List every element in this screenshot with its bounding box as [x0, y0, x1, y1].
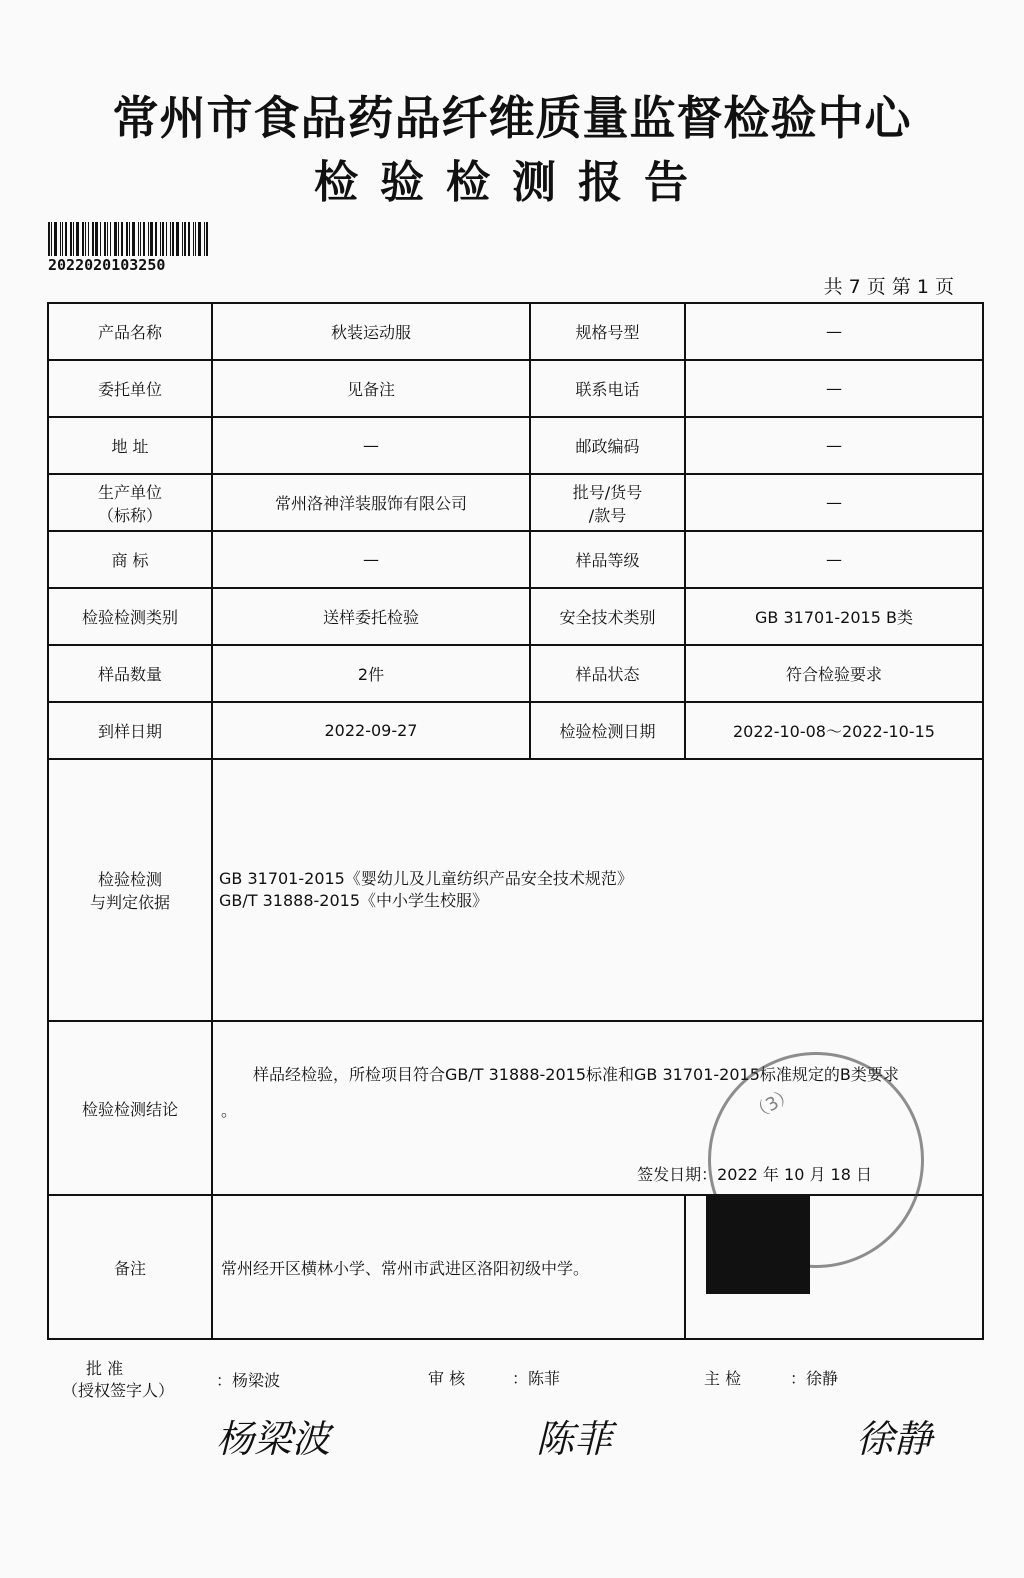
info-row: [48, 360, 983, 417]
approver-label-sub: （授权签字人）: [62, 1381, 175, 1400]
conclusion-text: 样品经检验，所检项目符合GB/T 31888-2015标准和GB 31701-2015标准规定的B类要求: [253, 1065, 899, 1084]
info-row: [48, 702, 983, 759]
report-title: 检验检测报告: [314, 157, 710, 208]
barcode-bar: [104, 222, 106, 256]
field-label: 委托单位: [48, 360, 212, 417]
basis-line-1: GB 31701-2015《婴幼儿及儿童纺织产品安全技术规范》: [219, 869, 633, 888]
barcode-bar: [92, 222, 94, 256]
redacted-block: [706, 1194, 810, 1294]
basis-label: 检验检测 与判定依据: [48, 759, 212, 1021]
report-org-title: 常州市食品药品纤维质量监督检验中心: [112, 91, 912, 145]
barcode-bar: [129, 222, 130, 256]
barcode-bar: [172, 222, 174, 256]
field-label: 检验检测日期: [530, 702, 685, 759]
barcode-bar: [118, 222, 119, 256]
field-value: 送样委托检验: [212, 588, 530, 645]
field-value: —: [685, 474, 983, 531]
info-row: [48, 588, 983, 645]
barcode-bar: [188, 222, 190, 256]
barcode-bar: [206, 222, 208, 256]
barcode-bar: [160, 222, 161, 256]
info-row: [48, 417, 983, 474]
basis-content: [212, 759, 983, 1021]
barcode-bar: [85, 222, 86, 256]
inspector-signature: 徐静: [856, 1417, 933, 1461]
barcode-bar: [62, 222, 63, 256]
barcode-bar: [176, 222, 179, 256]
remarks-text: 常州经开区横林小学、常州市武进区洛阳初级中学。: [212, 1195, 685, 1339]
barcode-bar: [110, 222, 111, 256]
barcode-bar: [121, 222, 123, 256]
barcode-bar: [95, 222, 98, 256]
barcode-bar: [198, 222, 201, 256]
field-value: 秋装运动服: [212, 303, 530, 360]
page-info: 共 7 页 第 1 页: [823, 276, 954, 298]
field-value: 2022-10-08～2022-10-15: [685, 702, 983, 759]
field-value: 2件: [212, 645, 530, 702]
signature-labels: [0, 1360, 1024, 1400]
field-label: 检验检测类别: [48, 588, 212, 645]
barcode-bar: [150, 222, 153, 256]
info-row: [48, 303, 983, 360]
field-label: 生产单位 （标称）: [48, 474, 212, 531]
barcode-bar: [155, 222, 157, 256]
barcode-bar: [48, 222, 50, 256]
field-label: 样品数量: [48, 645, 212, 702]
field-label: 样品等级: [530, 531, 685, 588]
reviewer-name: ：陈菲: [512, 1369, 561, 1388]
field-value: —: [685, 531, 983, 588]
remarks-label: 备注: [48, 1195, 212, 1339]
barcode-bar: [195, 222, 196, 256]
seal-text: （3）: [746, 1083, 799, 1126]
barcode-bar: [100, 222, 101, 256]
field-label: 到样日期: [48, 702, 212, 759]
barcode-bar: [73, 222, 74, 256]
info-row: [48, 531, 983, 588]
field-value: GB 31701-2015 B类: [685, 588, 983, 645]
barcode-bar: [60, 222, 61, 256]
barcode-bar: [140, 222, 141, 256]
field-label: 规格号型: [530, 303, 685, 360]
info-row: [48, 474, 983, 531]
inspector-label: 主 检: [704, 1369, 742, 1388]
basis-line-2: GB/T 31888-2015《中小学生校服》: [219, 891, 489, 910]
field-value: —: [685, 417, 983, 474]
barcode-bar: [51, 222, 52, 256]
barcode-bar: [70, 222, 72, 256]
inspector-name: ：徐静: [790, 1369, 839, 1388]
barcode-bar: [132, 222, 135, 256]
field-value: 符合检验要求: [685, 645, 983, 702]
field-label: 安全技术类别: [530, 588, 685, 645]
barcode-icon: [48, 222, 224, 256]
barcode-bar: [166, 222, 167, 256]
barcode-bar: [143, 222, 145, 256]
barcode-bar: [162, 222, 164, 256]
issue-date: 签发日期：2022 年 10 月 18 日: [637, 1165, 872, 1184]
field-label: 批号/货号 /款号: [530, 474, 685, 531]
field-label: 邮政编码: [530, 417, 685, 474]
barcode-bar: [170, 222, 171, 256]
field-label: 样品状态: [530, 645, 685, 702]
barcode-bar: [88, 222, 89, 256]
info-row: [48, 645, 983, 702]
barcode-bar: [65, 222, 67, 256]
barcode-bar: [138, 222, 139, 256]
field-value: —: [685, 303, 983, 360]
conclusion-label: 检验检测结论: [48, 1021, 212, 1195]
barcode-bar: [204, 222, 205, 256]
approver-signature: 杨梁波: [216, 1417, 331, 1461]
conclusion-trailing: 。: [221, 1101, 238, 1120]
field-value: —: [212, 417, 530, 474]
barcode-bar: [184, 222, 186, 256]
field-label: 地 址: [48, 417, 212, 474]
barcode-bar: [126, 222, 128, 256]
field-value: —: [212, 531, 530, 588]
basis-row: [48, 759, 983, 1021]
barcode-bar: [193, 222, 194, 256]
barcode-number: 2022020103250: [48, 256, 166, 274]
barcode-bar: [107, 222, 108, 256]
barcode-bar: [76, 222, 79, 256]
barcode-bar: [148, 222, 149, 256]
field-value: —: [685, 360, 983, 417]
barcode-bar: [82, 222, 84, 256]
field-label: 联系电话: [530, 360, 685, 417]
approver-name: ：杨梁波: [216, 1371, 281, 1390]
barcode-bar: [54, 222, 57, 256]
barcode-bar: [114, 222, 117, 256]
reviewer-label: 审 核: [428, 1369, 466, 1388]
reviewer-signature: 陈菲: [536, 1417, 613, 1461]
field-value: 见备注: [212, 360, 530, 417]
barcode-bar: [182, 222, 183, 256]
field-value: 常州洛神洋装服饰有限公司: [212, 474, 530, 531]
field-label: 产品名称: [48, 303, 212, 360]
field-value: 2022-09-27: [212, 702, 530, 759]
approver-label: 批 准: [86, 1359, 124, 1378]
field-label: 商 标: [48, 531, 212, 588]
